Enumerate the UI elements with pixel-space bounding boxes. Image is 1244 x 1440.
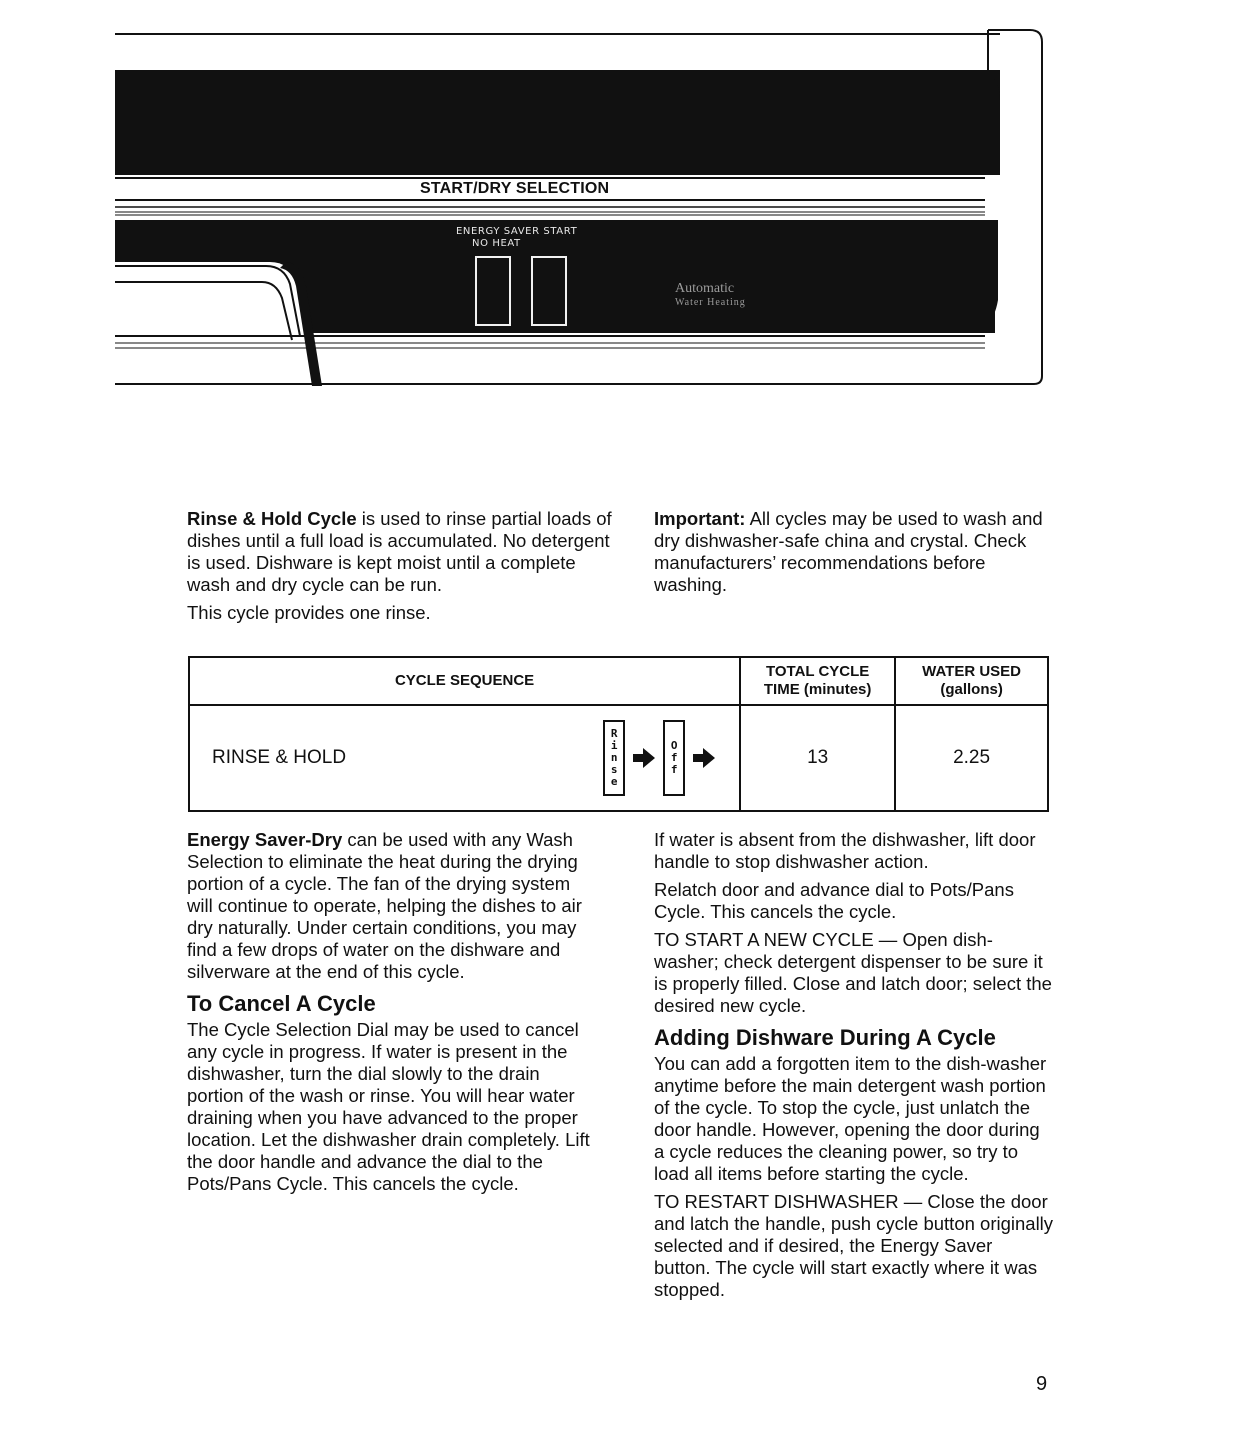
important-section: Important: All cycles may be used to wash and dry dishwasher-safe china and crystal. Check manufacturers’ recommendations before washing. [654, 508, 1043, 595]
adding-dishware-section [654, 829, 1054, 1307]
dial-sequence-diagram [603, 720, 717, 796]
absent-water-text: If water is absent from the dishwasher, lift door handle to stop dishwasher action. [654, 829, 1036, 872]
relatch-text: Relatch door and advance dial to Pots/Pans Cycle. This cancels the cycle. [654, 879, 1014, 922]
header-cycle-sequence: CYCLE SEQUENCE [189, 657, 740, 705]
cycle-time-value: 13 [740, 705, 895, 811]
rinse-hold-note: This cycle provides one rinse. [187, 602, 431, 623]
rinse-dial-position: R i n s e [603, 720, 625, 796]
off-dial-position: O f f [663, 720, 685, 796]
page-number: 9 [1036, 1373, 1048, 1395]
new-cycle-text: TO START A NEW CYCLE — Open dish-washer; check detergent dispenser to be sure it is properly filled. Close and latch door; select the desired new cycle. [654, 929, 1052, 1016]
control-panel-illustration [0, 0, 1244, 400]
energy-saver-dry-section: Energy Saver-Dry can be used with any Wash Selection to eliminate the heat during the drying portion of a cycle. The fan of the drying system will continue to operate, helping the dishes to air dry naturally. Under certain conditions, you may find a few drops of water on the dishware and silverware at the end of this cycle. To Cancel A Cycle The Cycle Selection Dial may be used to cancel any cycle in progress. If water is present in the dishwasher, turn the dial slowly to the drain portion of the wash or rinse. You will hear water draining when you have advanced to the proper location. Let the dishwasher drain completely. Lift the door handle and advance the dial to the Pots/Pans Cycle. This cancels the cycle. [187, 829, 592, 1201]
cancel-cycle-heading: To Cancel A Cycle [187, 991, 376, 1016]
water-used-value: 2.25 [895, 705, 1048, 811]
energy-saver-start-label: ENERGY SAVER START NO HEAT [456, 226, 578, 249]
header-total-cycle-time: TOTAL CYCLE TIME (minutes) [740, 657, 895, 705]
arrow-right-icon [691, 746, 717, 770]
adding-dishware-heading: Adding Dishware During A Cycle [654, 1025, 996, 1050]
cancel-cycle-text: The Cycle Selection Dial may be used to cancel any cycle in progress. If water is present in the dishwasher, turn the dial slowly to the drain portion of the wash or rinse. You will hear water draining when you have advanced to the proper location. Let the dishwasher drain completely. Lift the door handle and advance the dial to the Pots/Pans Cycle. This cancels the cycle. [187, 1019, 590, 1194]
restart-text: TO RESTART DISHWASHER — Close the door and latch the handle, push cycle button originally selected and if desired, the Energy Saver button. The cycle will start exactly where it was stopped. [654, 1191, 1054, 1300]
rinse-hold-section: Rinse & Hold Cycle is used to rinse partial loads of dishes until a full load is accumulated. No detergent is used. Dishware is kept moist until a complete wash and dry cycle can be run. This cycle provides one rinse. [187, 508, 612, 623]
adding-dishware-text: You can add a forgotten item to the dish-washer anytime before the main detergent wash portion of the cycle. To stop the cycle, just unlatch the door handle. However, opening the door during a cycle reduces the cleaning power, so try to load all items before starting the cycle. [654, 1053, 1047, 1184]
automatic-water-heating-label: Automatic Water Heating [675, 281, 746, 308]
cycle-name: RINSE & HOLD [212, 747, 347, 768]
cycle-table [188, 656, 1049, 812]
start-dry-selection-label: START/DRY SELECTION [420, 180, 610, 197]
table-row [189, 705, 1048, 811]
arrow-right-icon [631, 746, 657, 770]
header-water-used: WATER USED (gallons) [895, 657, 1048, 705]
start-button[interactable] [532, 257, 566, 325]
energy-saver-button[interactable] [476, 257, 510, 325]
